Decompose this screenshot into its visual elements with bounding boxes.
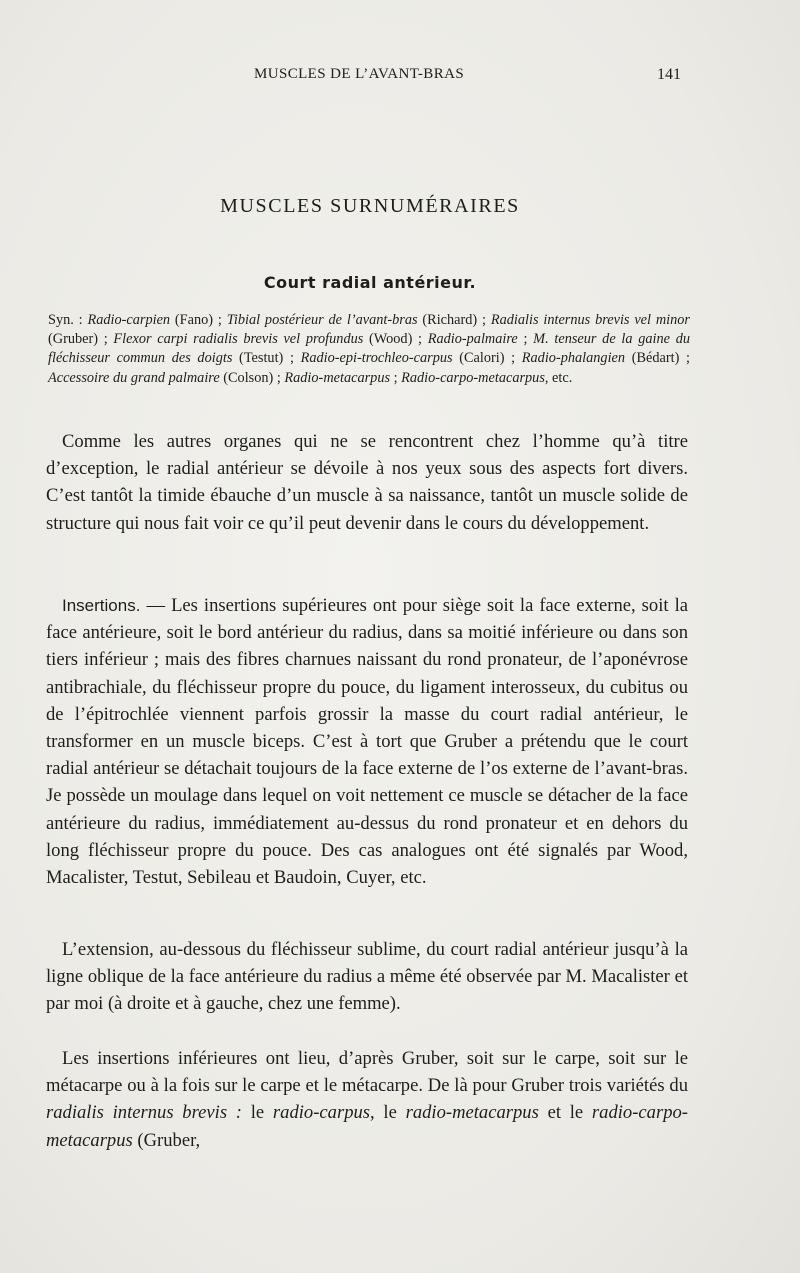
p4-text: , le: [370, 1102, 406, 1124]
running-title: MUSCLES DE L’AVANT-BRAS: [254, 66, 465, 82]
syn-term: Flexor carpi radialis brevis vel profundus: [113, 331, 364, 348]
p4-text: le: [242, 1102, 273, 1124]
page-number: 141: [657, 66, 681, 83]
syn-text: ;: [390, 369, 402, 386]
syn-term: Radio-metacarpus: [284, 369, 391, 386]
p4-text: Les insertions inférieures ont lieu, d’après Gruber, soit sur le carpe, soit sur le métacarpe ou à la fois sur le carpe et le métacarpe. De là pour Gruber trois variétés du: [46, 1048, 688, 1097]
p4-text: (Gruber,: [132, 1129, 201, 1151]
p4-term: radio-carpo-metacarpus: [46, 1102, 688, 1151]
paragraph-insertions: [46, 592, 688, 891]
paragraph-1-text: Comme les autres organes qui ne se rencontrent chez l’homme qu’à titre d’exception, le radial antérieur se dévoile à nos yeux sous des aspects fort divers. C’est tantôt la timide ébauche d’un muscle à sa naissance, tantôt un muscle solide de structure qui nous fait voir ce qu’il peut devenir dans le cours du développement.: [46, 431, 688, 534]
syn-term: Accessoire du grand palmaire: [48, 369, 220, 386]
syn-text: ;: [517, 331, 534, 348]
syn-text: (Colson) ;: [219, 369, 285, 386]
section-title: MUSCLES SURNUMÉRAIRES: [220, 195, 520, 217]
running-header: [0, 66, 800, 88]
p4-term: radialis internus brevis :: [46, 1102, 242, 1124]
syn-term: M. tenseur de la gaine du fléchisseur commun des doigts: [48, 331, 690, 367]
p4-term: radio-carpus: [272, 1102, 371, 1124]
p4-term: radio-metacarpus: [405, 1102, 539, 1124]
syn-text: (Richard) ;: [417, 312, 491, 328]
syn-text: Syn. :: [48, 312, 88, 328]
paragraph-extension: [46, 936, 688, 1018]
subsection-title: Court radial antérieur.: [263, 273, 477, 292]
paragraph-lower-insertions: [46, 1045, 688, 1154]
syn-text: (Gruber) ;: [48, 331, 114, 348]
insertions-label: Insertions.: [62, 596, 141, 615]
syn-text: , etc.: [544, 369, 573, 386]
syn-term: Radio-palmaire: [427, 331, 518, 348]
paragraph-4-text: [46, 1045, 688, 1154]
syn-text: (Testut) ;: [232, 350, 301, 367]
syn-text: (Fano) ;: [170, 312, 227, 328]
syn-text: (Calori) ;: [452, 350, 522, 367]
syn-term: Radialis internus brevis vel minor: [490, 312, 690, 328]
syn-term: Tibial postérieur de l’avant-bras: [226, 312, 418, 328]
p4-text: et le: [538, 1102, 592, 1124]
syn-term: Radio-epi-trochleo-carpus: [300, 350, 453, 367]
paragraph-intro: [46, 428, 688, 537]
syn-term: Radio-carpien: [87, 312, 171, 328]
syn-text: (Bédart) ;: [625, 350, 690, 367]
paragraph-2-body: — Les insertions supérieures ont pour siège soit la face externe, soit la face antérieure, soit le bord antérieur du radius, dans sa moitié inférieure ou dans son tiers inférieur ; mais des fibres charnues naissant du rond pronateur, de l’aponévrose antibrachiale, du fléchisseur propre du pouce, du ligament interosseux, du cubitus ou de l’épitrochlée viennent parfois grossir la masse du court radial antérieur, le transformer en un muscle biceps. C’est à tort que Gruber a prétendu que le court radial antérieur se détachait toujours de la face externe de l’os externe de l’avant-bras. Je possède un moulage dans lequel on voit nettement ce muscle se détacher de la face antérieure du radius, immédiatement au-dessus du rond pronateur et en dehors du long fléchisseur propre du pouce. Des cas analogues ont été signalés par Wood, Macalister, Testut, Sebileau et Baudoin, Cuyer, etc.: [46, 595, 688, 889]
paragraph-3-text: L’extension, au-dessous du fléchisseur sublime, du court radial antérieur jusqu’à la ligne oblique de la face antérieure du radius a même été observée par M. Macalister et par moi (à droite et à gauche, chez une femme).: [46, 939, 688, 1015]
syn-term: Radio-phalangien: [521, 350, 626, 367]
syn-text: (Wood) ;: [363, 331, 428, 348]
paragraph-2-text: [46, 592, 688, 891]
syn-term: Radio-carpo-metacarpus: [401, 369, 545, 386]
synonyms-paragraph: [48, 311, 690, 388]
